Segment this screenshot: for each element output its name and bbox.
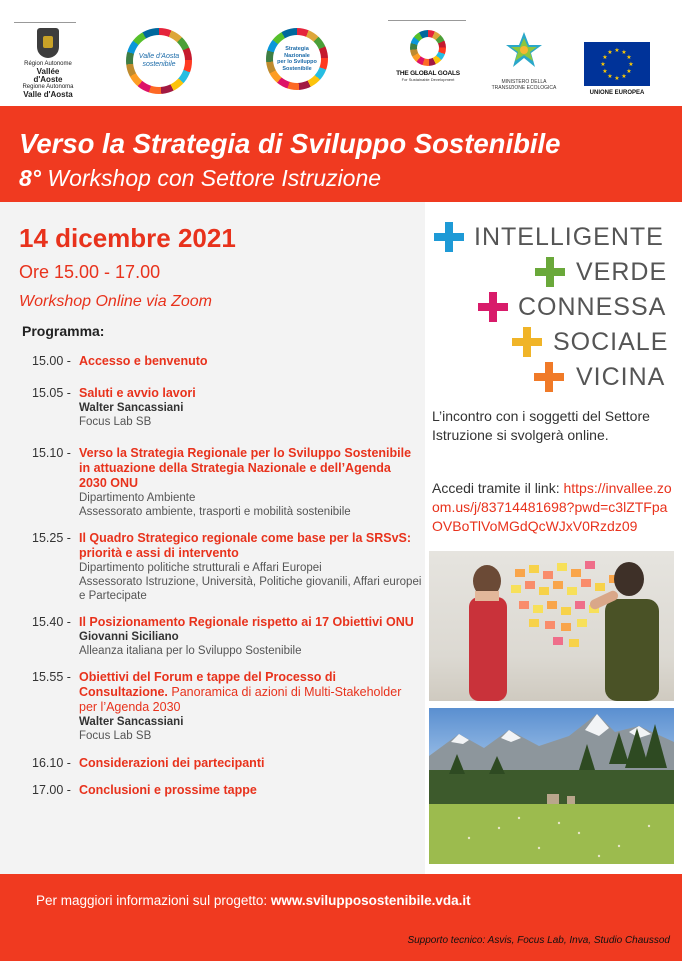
adjective-verde: VERDE [576, 258, 668, 286]
svg-text:★: ★ [607, 49, 613, 56]
svg-text:★: ★ [607, 73, 613, 80]
agenda-time: 15.25 - [32, 531, 71, 545]
event-date: 14 dicembre 2021 [19, 223, 236, 253]
agenda-time: 15.10 - [32, 446, 71, 460]
project-website-link[interactable]: www.svilupposostenibile.vda.it [270, 893, 471, 908]
logo-text: For Sustainable Development [401, 77, 455, 82]
agenda-list [32, 354, 422, 798]
agenda-title-main: Obiettivi del Forum e tappe del Processo di Consultazione. [79, 670, 337, 699]
plus-icon [478, 292, 508, 322]
agenda-time: 16.10 - [32, 756, 71, 770]
access-label: Accedi tramite il link: [432, 480, 560, 496]
page-title: Verso la Strategia di Sviluppo Sostenibile [19, 128, 561, 159]
logo-text: Nazionale [284, 52, 310, 59]
landscape-photo-art [429, 708, 674, 864]
logo-text: THE GLOBAL GOALS [396, 70, 460, 77]
svg-text:★: ★ [600, 61, 606, 68]
agenda-org: Focus Lab SB [79, 416, 152, 428]
agenda-item [32, 670, 422, 743]
logo-text: Sostenibile [282, 65, 312, 72]
logo-inner [273, 35, 321, 83]
logo-divider [14, 22, 76, 23]
agenda-org: Alleanza italiana per lo Sviluppo Sostenibile [79, 645, 302, 657]
event-mode: Workshop Online via Zoom [19, 293, 212, 310]
agenda-org: Assessorato ambiente, trasporti e mobilità sostenibile [79, 506, 351, 518]
workshop-photo [429, 551, 674, 701]
svg-text:★: ★ [621, 73, 627, 80]
logo-inner [133, 35, 185, 87]
star-icon [504, 30, 544, 70]
event-time: Ore 15.00 - 17.00 [19, 262, 161, 282]
agenda-title [79, 670, 422, 715]
workshop-photo-art [429, 551, 674, 701]
logo-text: Strategia [285, 46, 309, 52]
logo-bar [0, 0, 682, 106]
footer-band [0, 874, 682, 961]
agenda-item [32, 756, 422, 771]
adjective-intelligente: INTELLIGENTE [474, 223, 664, 251]
agenda-speaker: Giovanni Siciliano [79, 631, 179, 643]
agenda-org: Dipartimento politiche strutturali e Affari Europei [79, 562, 322, 574]
agenda-item [32, 783, 422, 798]
plus-icon [434, 222, 464, 252]
subtitle-number: 8° [19, 165, 41, 191]
crest-icon [37, 28, 59, 58]
vda-sostenibile-logo [126, 28, 192, 94]
adjective-sociale: SOCIALE [553, 328, 669, 356]
program-title: Programma: [22, 323, 105, 339]
page-subtitle [19, 165, 381, 192]
agenda-org: Focus Lab SB [79, 730, 152, 742]
plus-icon [534, 362, 564, 392]
svg-text:★: ★ [621, 49, 627, 56]
access-block [432, 479, 672, 536]
logo-text-line: TRANSIZIONE ECOLOGICA [491, 85, 557, 91]
footer-support: Supporto tecnico: Asvis, Focus Lab, Inva, Studio Chaussod [407, 935, 670, 946]
agenda-title: Verso la Strategia Regionale per lo Sviluppo Sostenibile in attuazione della Strategia Nazionale e dell’Agenda 2030 ONU [79, 446, 412, 490]
agenda-title: Il Posizionamento Regionale rispetto ai 17 Obiettivi ONU [79, 615, 414, 629]
agenda-title: Considerazioni dei partecipanti [79, 756, 265, 770]
global-goals-logo [392, 30, 464, 82]
agenda-item [32, 386, 422, 429]
svg-text:★: ★ [614, 75, 620, 82]
agenda-title: Il Quadro Strategico regionale come base per la SRSvS: priorità e assi di intervento [79, 531, 412, 560]
agenda-time: 15.40 - [32, 615, 71, 629]
landscape-photo [429, 708, 674, 864]
regione-aosta-logo [22, 28, 74, 99]
sdg-wheel-icon [410, 30, 446, 66]
info-text: L’incontro con i soggetti del Settore Istruzione si svolgerà online. [432, 408, 650, 443]
logo-text-line: MINISTERO DELLA [501, 79, 547, 85]
agenda-time: 15.05 - [32, 386, 71, 400]
agenda-time: 15.55 - [32, 670, 71, 684]
plus-icon [535, 257, 565, 287]
logo-text: sostenibile [142, 61, 176, 68]
snsvs-logo [266, 28, 328, 90]
logo-text [486, 79, 562, 91]
logo-text: UNIONE EUROPEA [589, 90, 645, 96]
agenda-title: Accesso e benvenuto [79, 354, 208, 368]
agenda-item [32, 531, 422, 603]
logo-text: Valle d'Aosta [138, 53, 180, 60]
logo-text: Vallée d'Aoste [33, 67, 63, 84]
adjective-connessa: CONNESSA [518, 293, 667, 321]
agenda-item [32, 615, 422, 658]
ministero-logo [486, 30, 562, 91]
subtitle-text: Workshop con Settore Istruzione [41, 165, 382, 191]
agenda-item [32, 446, 422, 519]
svg-text:★: ★ [628, 61, 634, 68]
agenda-speaker: Walter Sancassiani [79, 402, 184, 414]
adjective-vicina: VICINA [576, 363, 666, 391]
agenda-item [32, 354, 422, 369]
agenda-title: Conclusioni e prossime tappe [79, 783, 257, 797]
agenda-org: Assessorato Istruzione, Università, Politiche giovanili, Affari europei e Partecipate [79, 576, 422, 602]
agenda-title: Saluti e avvio lavori [79, 386, 196, 400]
agenda-time: 17.00 - [32, 783, 71, 797]
svg-text:★: ★ [626, 68, 632, 75]
svg-text:★: ★ [602, 68, 608, 75]
svg-text:★: ★ [614, 47, 620, 54]
logo-text: Région Autonome [24, 61, 72, 67]
logo-divider [388, 20, 466, 21]
zoom-link[interactable]: https://invallee.zoom.us/j/83714481698?pwd=c3lZTFpaOVBoTlVoMGdQcWJxV0Rzdz09 [432, 480, 672, 534]
svg-text:★: ★ [626, 54, 632, 61]
agenda-speaker: Walter Sancassiani [79, 716, 184, 728]
eu-flag-icon [584, 42, 650, 86]
logo-text: Regione Autonoma [22, 84, 74, 90]
agenda-title-extra: Panoramica di azioni di Multi-Stakeholder per l’Agenda 2030 [79, 685, 402, 714]
agenda-time: 15.00 - [32, 354, 71, 368]
footer-info-label: Per maggiori informazioni sul progetto: [36, 893, 271, 908]
svg-text:★: ★ [602, 54, 608, 61]
eu-stars-icon [584, 42, 650, 86]
logo-text: Valle d'Aosta [23, 90, 73, 99]
logo-text: per lo Sviluppo [277, 59, 317, 65]
footer-info [36, 893, 471, 908]
agenda-org: Dipartimento Ambiente [79, 492, 196, 504]
plus-icon [512, 327, 542, 357]
eu-logo [582, 42, 652, 96]
